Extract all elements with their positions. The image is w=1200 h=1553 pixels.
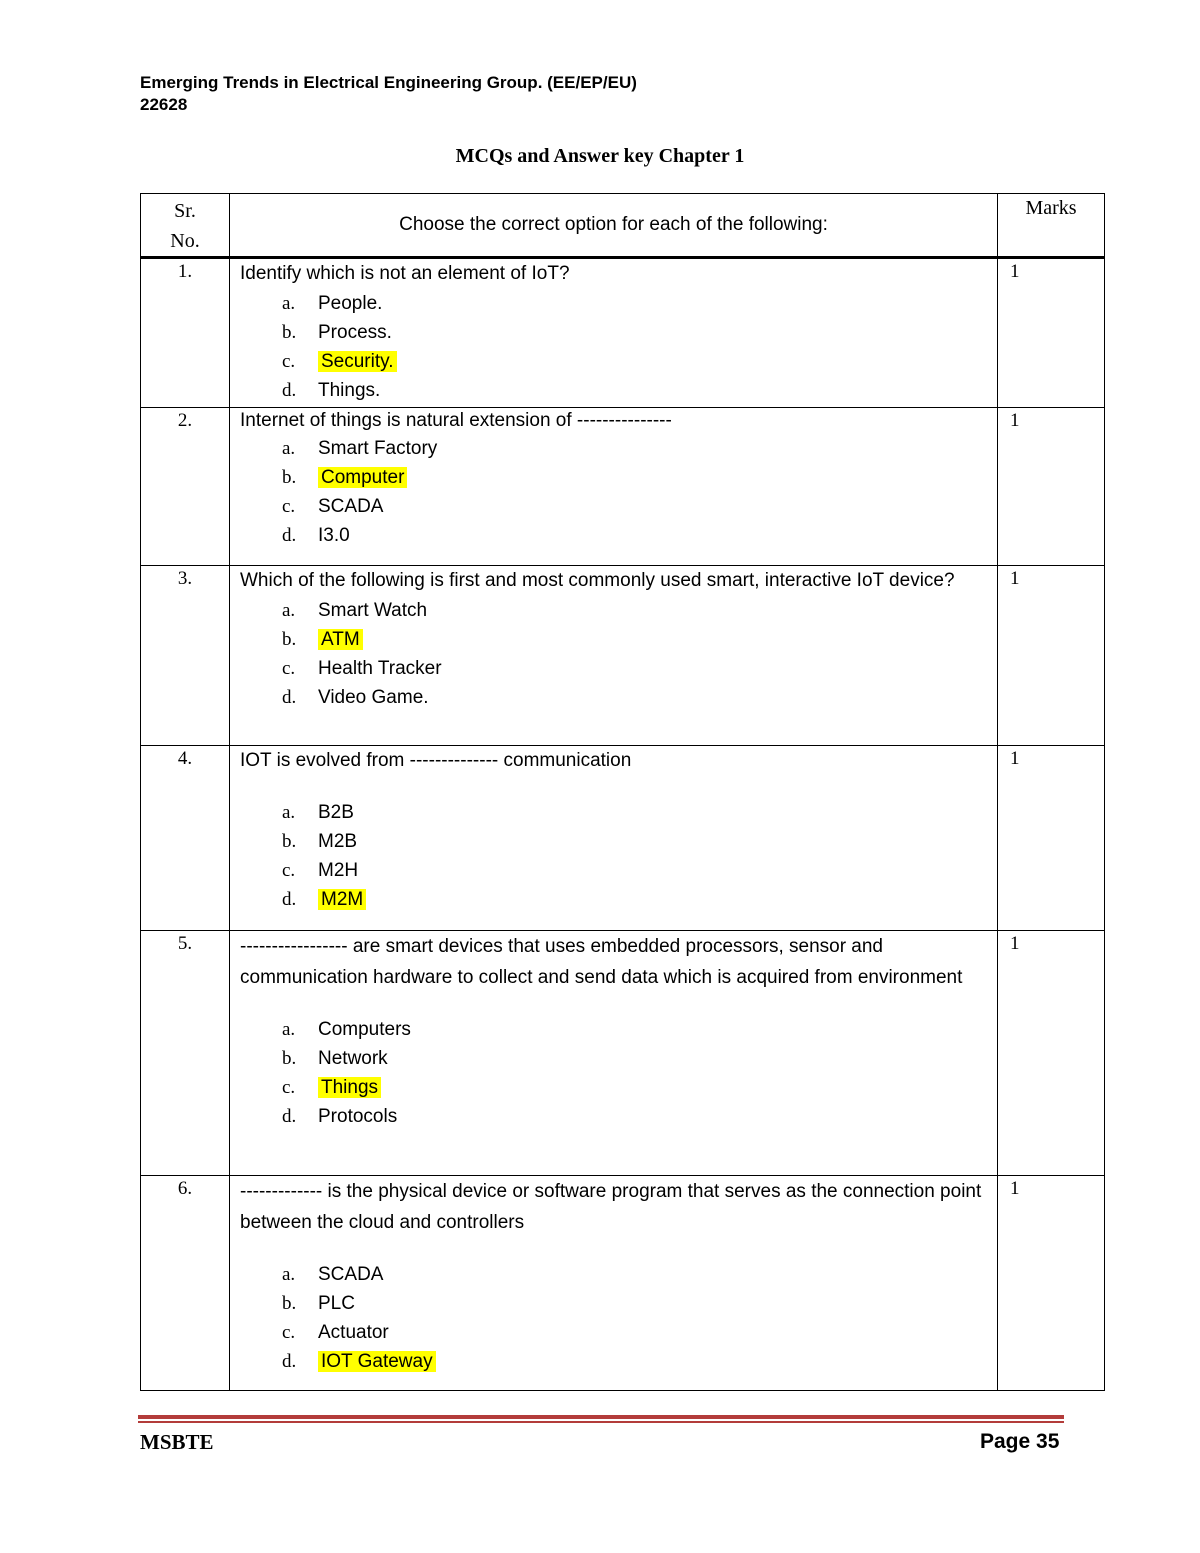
answer-option-text: Security. [318,351,397,372]
question-cell [230,258,998,408]
question-text: ------------- is the physical device or software program that serves as the connection point between the cloud and controllers [240,1181,982,1233]
option-text: I3.0 [318,525,350,546]
option-text: Health Tracker [318,658,442,679]
option-item [282,654,989,683]
option-letter: b. [282,1293,297,1314]
marks-value: 1 [998,258,1105,408]
option-text: Smart Factory [318,438,438,459]
options-list [240,289,989,405]
option-item [282,683,989,712]
table-row [141,1176,1105,1391]
option-letter: d. [282,889,297,910]
footer-page-number: Page 35 [980,1430,1060,1453]
marks-value: 1 [998,1176,1105,1391]
option-item [282,289,989,318]
question-text: IOT is evolved from -------------- communication [240,750,632,771]
option-text: B2B [318,802,354,823]
option-item [282,347,989,376]
column-header-sr-no [141,194,230,258]
question-number: 1. [141,258,230,408]
column-header-sr: Sr. [174,200,196,222]
option-text: Computers [318,1019,411,1040]
mcq-table [140,193,1105,1391]
option-item [282,492,989,521]
option-text: M2B [318,831,358,852]
option-letter: d. [282,1351,297,1372]
option-letter: b. [282,831,297,852]
footer-rule-thick [138,1415,1064,1419]
option-item [282,1015,989,1044]
option-text: PLC [318,1293,355,1314]
options-list [240,596,989,712]
answer-option-text: M2M [318,889,366,910]
option-letter: a. [282,1264,296,1285]
options-list [240,798,989,914]
marks-value: 1 [998,931,1105,1176]
table-row [141,931,1105,1176]
header-course-title: Emerging Trends in Electrical Engineering Group. (EE/EP/EU) [140,73,637,92]
option-text: M2H [318,860,359,881]
option-item [282,856,989,885]
options-list [240,1015,989,1131]
question-cell [230,746,998,931]
marks-value: 1 [998,408,1105,566]
option-item [282,1347,989,1376]
option-letter: c. [282,1077,296,1098]
question-text: Identify which is not an element of IoT? [240,263,570,284]
question-text: ----------------- are smart devices that uses embedded processors, sensor and communication hardware to collect and send data which is acquired from environment [240,936,963,988]
option-letter: a. [282,1019,296,1040]
option-text: Process. [318,322,392,343]
answer-option-text: IOT Gateway [318,1351,436,1372]
option-letter: d. [282,525,297,546]
table-row [141,408,1105,566]
option-text: Actuator [318,1322,389,1343]
option-letter: a. [282,293,296,314]
spacer [240,1238,989,1260]
question-cell [230,566,998,746]
option-text: SCADA [318,1264,384,1285]
option-letter: a. [282,802,296,823]
spacer [240,776,989,798]
options-list [240,434,989,550]
option-item [282,434,989,463]
column-header-no: No. [170,230,200,252]
option-letter: b. [282,322,297,343]
option-text: People. [318,293,383,314]
question-cell [230,408,998,566]
footer-org: MSBTE [140,1430,214,1454]
option-letter: c. [282,496,296,517]
option-letter: c. [282,658,296,679]
option-item [282,827,989,856]
document-header [140,72,637,116]
table-row [141,746,1105,931]
table-header-row [141,194,1105,258]
marks-value: 1 [998,746,1105,931]
option-text: SCADA [318,496,384,517]
option-item [282,521,989,550]
option-text: Network [318,1048,388,1069]
option-letter: a. [282,600,296,621]
question-text: Which of the following is first and most commonly used smart, interactive IoT device? [240,570,955,591]
option-letter: d. [282,1106,297,1127]
option-item [282,1044,989,1073]
option-letter: b. [282,467,297,488]
option-item [282,463,989,492]
option-letter: d. [282,380,297,401]
page-title: MCQs and Answer key Chapter 1 [455,145,745,167]
question-cell [230,931,998,1176]
answer-option-text: Things [318,1077,381,1098]
option-text: Smart Watch [318,600,428,621]
spacer [240,993,989,1015]
option-item [282,1102,989,1131]
option-letter: b. [282,629,297,650]
question-number: 5. [141,931,230,1176]
option-letter: d. [282,687,297,708]
option-item [282,1260,989,1289]
option-letter: a. [282,438,296,459]
marks-value: 1 [998,566,1105,746]
option-text: Protocols [318,1106,398,1127]
option-item [282,318,989,347]
option-item [282,1073,989,1102]
option-letter: c. [282,351,296,372]
option-item [282,625,989,654]
option-item [282,596,989,625]
option-letter: b. [282,1048,297,1069]
option-letter: c. [282,1322,296,1343]
column-header-question: Choose the correct option for each of the following: [230,194,998,258]
question-number: 4. [141,746,230,931]
option-text: Video Game. [318,687,429,708]
option-item [282,376,989,405]
table-row [141,566,1105,746]
option-letter: c. [282,860,296,881]
question-number: 6. [141,1176,230,1391]
question-cell [230,1176,998,1391]
answer-option-text: Computer [318,467,407,488]
table-row [141,258,1105,408]
footer-rule-thin [138,1421,1064,1423]
column-header-marks: Marks [998,194,1105,258]
option-item [282,1318,989,1347]
question-number: 3. [141,566,230,746]
option-item [282,885,989,914]
options-list [240,1260,989,1376]
answer-option-text: ATM [318,629,363,650]
option-item [282,1289,989,1318]
question-number: 2. [141,408,230,566]
option-text: Things. [318,380,381,401]
option-item [282,798,989,827]
header-course-code: 22628 [140,95,188,114]
question-text: Internet of things is natural extension of --------------- [240,410,672,431]
